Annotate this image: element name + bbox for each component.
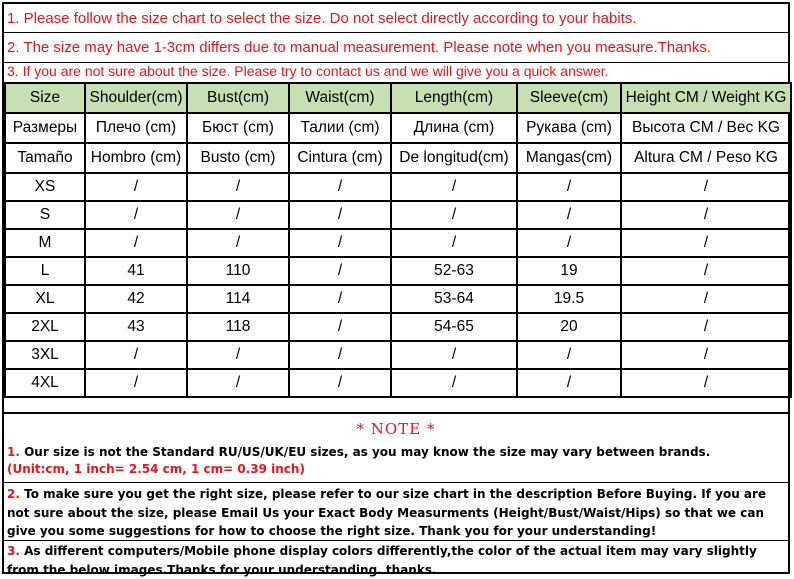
cell: /	[85, 229, 187, 257]
cell: /	[187, 369, 289, 397]
cell: /	[289, 257, 391, 285]
cell: 114	[187, 285, 289, 313]
cell: Длина (cm)	[391, 113, 517, 143]
cell: Hombro (cm)	[85, 143, 187, 173]
cell: /	[517, 369, 621, 397]
table-row	[5, 341, 791, 369]
cell: /	[187, 229, 289, 257]
table-row	[5, 173, 791, 201]
size-cell: XS	[5, 173, 85, 201]
note-number: 3.	[7, 544, 20, 558]
cell: /	[289, 201, 391, 229]
note-number: 2.	[7, 487, 20, 501]
note-number: 1.	[7, 445, 20, 459]
cell: /	[517, 341, 621, 369]
size-table	[4, 82, 792, 398]
cell: /	[517, 201, 621, 229]
note-text: As different computers/Mobile phone display colors differently,the color of the actual item may vary slightly from the below images.Thanks for your understanding. thanks.	[7, 544, 757, 577]
cell: Mangas(cm)	[517, 143, 621, 173]
header-cell: Bust(cm)	[187, 83, 289, 113]
cell: /	[187, 201, 289, 229]
size-chart-sheet	[2, 2, 790, 577]
table-row	[5, 229, 791, 257]
cell: /	[517, 229, 621, 257]
cell: 41	[85, 257, 187, 285]
cell: /	[289, 285, 391, 313]
table-row	[5, 201, 791, 229]
cell: /	[621, 201, 791, 229]
table-row	[5, 313, 791, 341]
note-text: Our size is not the Standard RU/US/UK/EU sizes, as you may know the size may vary between brands.	[24, 445, 711, 459]
cell: /	[621, 173, 791, 201]
table-row	[5, 369, 791, 397]
cell: /	[289, 341, 391, 369]
note-item-2	[7, 485, 784, 541]
size-cell: XL	[5, 285, 85, 313]
cell: /	[391, 369, 517, 397]
instruction-line-1: 1. Please follow the size chart to select the size. Do not select directly according to your habits.	[7, 10, 637, 27]
size-cell: S	[5, 201, 85, 229]
header-cell: Sleeve(cm)	[517, 83, 621, 113]
cell: /	[187, 341, 289, 369]
cell: /	[621, 285, 791, 313]
cell: /	[289, 229, 391, 257]
cell: /	[621, 313, 791, 341]
header-cell: Size	[5, 83, 85, 113]
cell: 19	[517, 257, 621, 285]
table-row	[5, 143, 791, 173]
note-item-3	[7, 542, 784, 579]
cell: /	[289, 173, 391, 201]
header-cell: Height CM / Weight KG	[621, 83, 791, 113]
divider	[4, 540, 788, 541]
cell: Tamaño	[5, 143, 85, 173]
header-cell: Shoulder(cm)	[85, 83, 187, 113]
cell: Высота CM / Вес KG	[621, 113, 791, 143]
cell: /	[85, 341, 187, 369]
cell: /	[85, 173, 187, 201]
cell: /	[85, 201, 187, 229]
cell: 19.5	[517, 285, 621, 313]
cell: /	[621, 369, 791, 397]
table-row	[5, 285, 791, 313]
table-row	[5, 257, 791, 285]
cell: 20	[517, 313, 621, 341]
divider	[4, 482, 788, 483]
size-cell: M	[5, 229, 85, 257]
size-cell: 2XL	[5, 313, 85, 341]
cell: /	[517, 173, 621, 201]
size-cell: L	[5, 257, 85, 285]
cell: De longitud(cm)	[391, 143, 517, 173]
table-row	[5, 113, 791, 143]
cell: /	[621, 341, 791, 369]
instruction-line-3: 3. If you are not sure about the size. Please try to contact us and we will give you a quick answer.	[7, 63, 609, 79]
cell: /	[391, 341, 517, 369]
cell: /	[391, 201, 517, 229]
cell: 42	[85, 285, 187, 313]
cell: Altura CM / Peso KG	[621, 143, 791, 173]
cell: Плечо (cm)	[85, 113, 187, 143]
cell: /	[289, 369, 391, 397]
cell: 110	[187, 257, 289, 285]
cell: 118	[187, 313, 289, 341]
cell: /	[85, 369, 187, 397]
cell: Бюст (cm)	[187, 113, 289, 143]
size-cell: 4XL	[5, 369, 85, 397]
cell: /	[621, 257, 791, 285]
cell: 52-63	[391, 257, 517, 285]
cell: Рукава (cm)	[517, 113, 621, 143]
cell: /	[391, 229, 517, 257]
divider	[4, 32, 788, 33]
cell: 43	[85, 313, 187, 341]
cell: 53-64	[391, 285, 517, 313]
cell: Cintura (cm)	[289, 143, 391, 173]
header-cell: Waist(cm)	[289, 83, 391, 113]
unit-conversion-note: (Unit:cm, 1 inch= 2.54 cm, 1 cm= 0.39 inch)	[7, 462, 305, 476]
note-title: * NOTE *	[356, 420, 436, 438]
cell: Busto (cm)	[187, 143, 289, 173]
note-item-1	[7, 443, 784, 462]
note-text: To make sure you get the right size, please refer to our size chart in the description Before Buying. If you are not sure about the size, please Email Us your Exact Body Measurments (Height/Bust/Waist/Hips) so that we can give you some suggestions for how to choose the right size. Thank you for your understanding!	[7, 487, 767, 538]
instruction-line-2: 2. The size may have 1-3cm differs due to manual measurement. Please note when you measure.Thanks.	[7, 39, 711, 56]
header-cell: Length(cm)	[391, 83, 517, 113]
cell: 54-65	[391, 313, 517, 341]
cell: /	[289, 313, 391, 341]
table-header-row	[5, 83, 791, 113]
cell: /	[187, 173, 289, 201]
cell: /	[391, 173, 517, 201]
cell: /	[621, 229, 791, 257]
size-cell: 3XL	[5, 341, 85, 369]
cell: Размеры	[5, 113, 85, 143]
note-section	[4, 412, 788, 577]
cell: Талии (cm)	[289, 113, 391, 143]
